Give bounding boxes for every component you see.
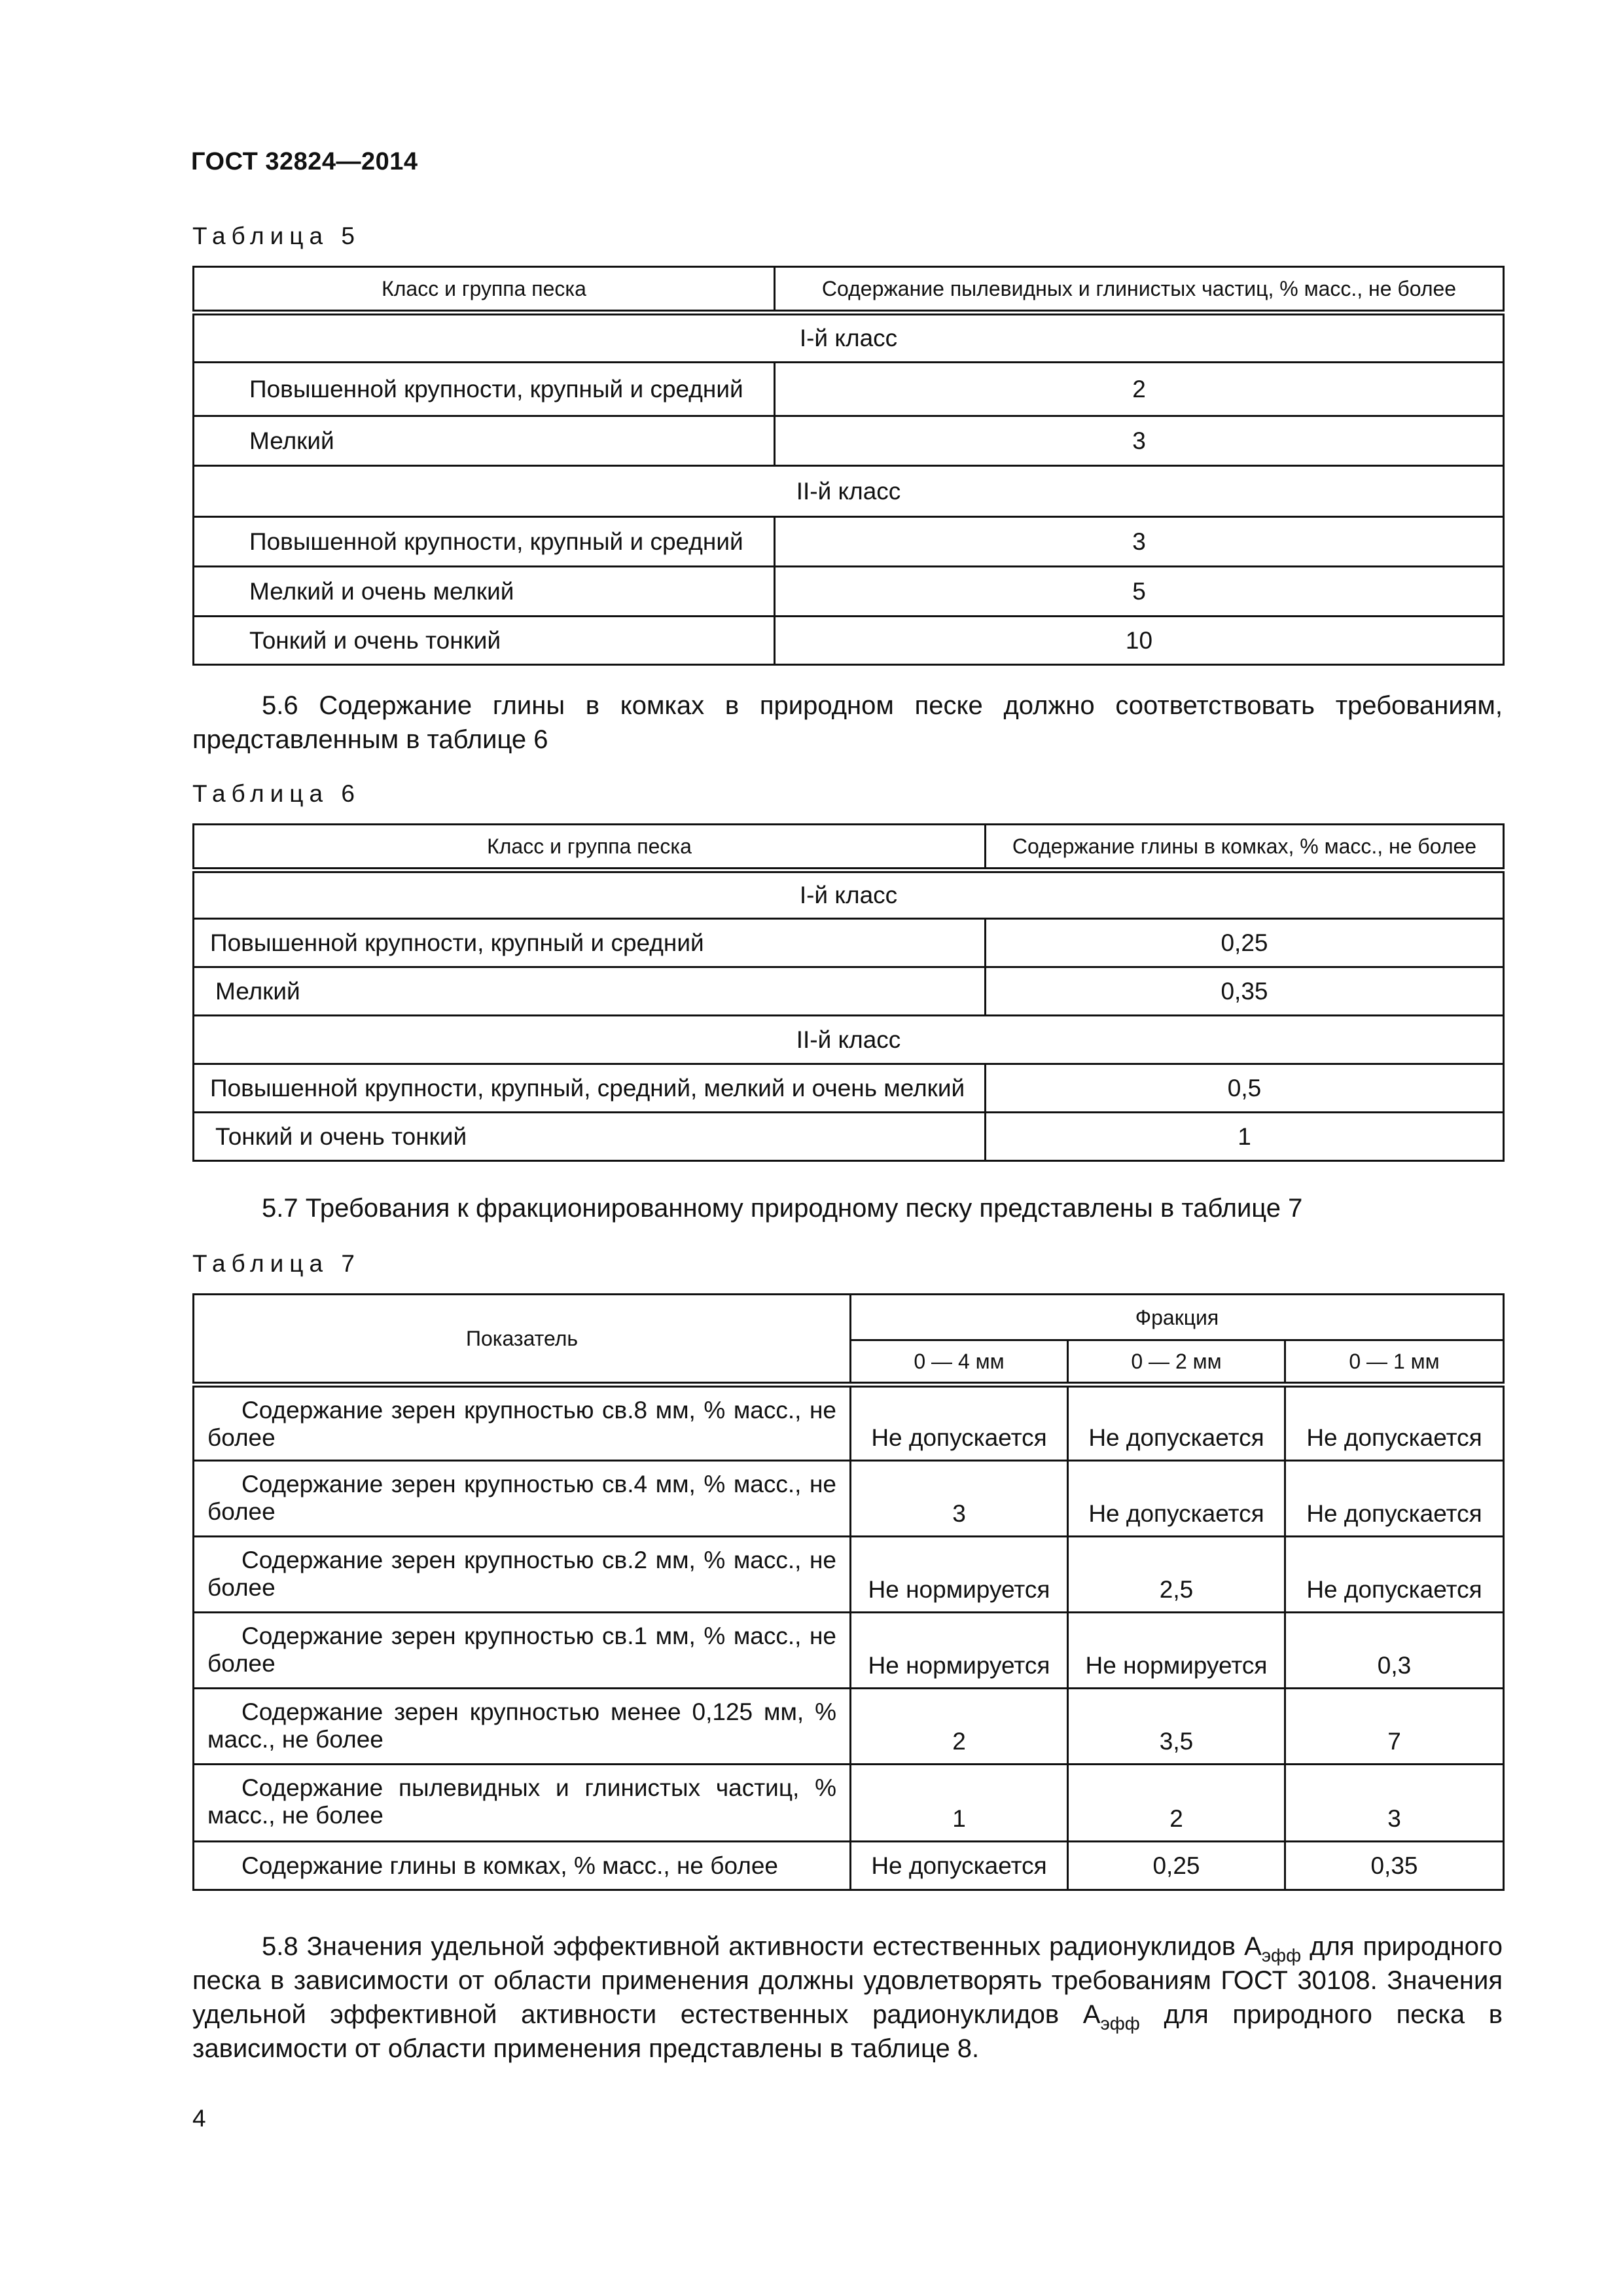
- table-row: [194, 1461, 1504, 1537]
- paragraph-5-7: [192, 1191, 1503, 1225]
- table7-value-cell: Не допускается: [851, 1842, 1068, 1890]
- table6-header-group: Класс и группа песка: [194, 825, 986, 870]
- table7-indicator-cell: Содержание зерен крупностью св.1 мм, % масс., не более: [194, 1613, 851, 1689]
- paragraph-5-8-sub1: эфф: [1261, 1945, 1302, 1965]
- table-row: [194, 1842, 1504, 1890]
- table7-value-cell: 0,3: [1285, 1613, 1504, 1689]
- table-row: [194, 1113, 1504, 1161]
- table7-value-cell: 2: [1068, 1765, 1285, 1842]
- table5-value-cell: 3: [775, 416, 1504, 466]
- table6-group-cell: Повышенной крупности, крупный и средний: [194, 919, 986, 967]
- table7-header-indicator: Показатель: [194, 1295, 851, 1385]
- table6-caption: Таблица 6: [192, 780, 361, 807]
- paragraph-5-7-text: 5.7 Требования к фракционированному природному песку представлены в таблице 7: [262, 1194, 1303, 1223]
- table7-indicator-cell: Содержание зерен крупностью св.4 мм, % масс., не более: [194, 1461, 851, 1537]
- paragraph-5-8-sub2: эфф: [1100, 2013, 1140, 2034]
- table6: [192, 823, 1505, 1162]
- table5-group-cell: Повышенной крупности, крупный и средний: [194, 517, 775, 567]
- table7-value-cell: 3: [851, 1461, 1068, 1537]
- table5-caption: Таблица 5: [192, 223, 361, 249]
- table7-fraction-0-4: 0 — 4 мм: [851, 1340, 1068, 1385]
- paragraph-5-8-part3: для природного песка в зависимости от области применения представлены в таблице 8.: [192, 2000, 1503, 2063]
- page-number: 4: [192, 2105, 206, 2132]
- table-row: [194, 567, 1504, 617]
- table7-value-cell: Не допускается: [1068, 1461, 1285, 1537]
- table-row: [194, 416, 1504, 466]
- table5-group-cell: Мелкий: [194, 416, 775, 466]
- table5: [192, 266, 1505, 666]
- table7-caption: Таблица 7: [192, 1250, 361, 1277]
- table7-value-cell: 3,5: [1068, 1689, 1285, 1765]
- table6-value-cell: 0,35: [986, 967, 1504, 1016]
- table-row: [194, 617, 1504, 665]
- table-row: [194, 1765, 1504, 1842]
- table5-group-cell: Мелкий и очень мелкий: [194, 567, 775, 617]
- table7-value-cell: Не допускается: [1068, 1385, 1285, 1461]
- table5-value-cell: 5: [775, 567, 1504, 617]
- table6-class1: I-й класс: [194, 870, 1504, 919]
- table7-indicator-cell: Содержание пылевидных и глинистых частиц, % масс., не более: [194, 1765, 851, 1842]
- table7: [192, 1293, 1505, 1891]
- table-row: [194, 517, 1504, 567]
- paragraph-5-6: [192, 689, 1503, 757]
- table7-value-cell: Не нормируется: [1068, 1613, 1285, 1689]
- document-header: ГОСТ 32824—2014: [191, 148, 418, 175]
- table-row: [194, 1064, 1504, 1113]
- table5-header-group: Класс и группа песка: [194, 267, 775, 313]
- table7-indicator-cell: Содержание зерен крупностью св.8 мм, % масс., не более: [194, 1385, 851, 1461]
- table-row: [194, 1385, 1504, 1461]
- table7-value-cell: 2: [851, 1689, 1068, 1765]
- table6-class2: II-й класс: [194, 1016, 1504, 1064]
- table5-class1: I-й класс: [194, 313, 1504, 363]
- table5-value-cell: 3: [775, 517, 1504, 567]
- table7-indicator-cell: Содержание зерен крупностью менее 0,125 мм, % масс., не более: [194, 1689, 851, 1765]
- table6-header-content: Содержание глины в комках, % масс., не более: [986, 825, 1504, 870]
- table7-fraction-0-1: 0 — 1 мм: [1285, 1340, 1504, 1385]
- table7-value-cell: 1: [851, 1765, 1068, 1842]
- table7-value-cell: Не допускается: [1285, 1461, 1504, 1537]
- table5-class2: II-й класс: [194, 466, 1504, 517]
- table7-value-cell: Не нормируется: [851, 1613, 1068, 1689]
- paragraph-5-8-part2: для природного песка в зависимости от области применения должны удовлетворять требованиям ГОСТ 30108. Значения удельной эффективной активности естественных радионуклидов А: [192, 1932, 1503, 2029]
- table6-value-cell: 0,5: [986, 1064, 1504, 1113]
- table7-value-cell: Не допускается: [1285, 1385, 1504, 1461]
- table6-value-cell: 1: [986, 1113, 1504, 1161]
- table7-fraction-0-2: 0 — 2 мм: [1068, 1340, 1285, 1385]
- paragraph-5-8-part1: 5.8 Значения удельной эффективной активности естественных радионуклидов А: [262, 1932, 1262, 1961]
- table5-value-cell: 2: [775, 363, 1504, 416]
- table7-value-cell: 7: [1285, 1689, 1504, 1765]
- table-row: [194, 363, 1504, 416]
- table5-header-content: Содержание пылевидных и глинистых частиц, % масс., не более: [775, 267, 1504, 313]
- table7-value-cell: Не допускается: [851, 1385, 1068, 1461]
- table7-value-cell: Не допускается: [1285, 1537, 1504, 1613]
- table7-value-cell: 2,5: [1068, 1537, 1285, 1613]
- table-row: [194, 1537, 1504, 1613]
- table-row: [194, 1613, 1504, 1689]
- table-row: [194, 1689, 1504, 1765]
- table6-group-cell: Повышенной крупности, крупный, средний, мелкий и очень мелкий: [194, 1064, 986, 1113]
- table6-value-cell: 0,25: [986, 919, 1504, 967]
- table7-indicator-cell: Содержание зерен крупностью св.2 мм, % масс., не более: [194, 1537, 851, 1613]
- table5-value-cell: 10: [775, 617, 1504, 665]
- table-row: [194, 919, 1504, 967]
- table7-value-cell: 0,35: [1285, 1842, 1504, 1890]
- paragraph-5-6-text: 5.6 Содержание глины в комках в природном песке должно соответствовать требованиям, представленным в таблице 6: [192, 691, 1503, 754]
- table6-group-cell: Тонкий и очень тонкий: [194, 1113, 986, 1161]
- table-row: [194, 967, 1504, 1016]
- table7-value-cell: 3: [1285, 1765, 1504, 1842]
- table6-group-cell: Мелкий: [194, 967, 986, 1016]
- table5-group-cell: Тонкий и очень тонкий: [194, 617, 775, 665]
- table7-indicator-cell: Содержание глины в комках, % масс., не более: [194, 1842, 851, 1890]
- table7-header-fraction: Фракция: [851, 1295, 1504, 1340]
- table5-group-cell: Повышенной крупности, крупный и средний: [194, 363, 775, 416]
- paragraph-5-8: [192, 1929, 1503, 2066]
- table7-value-cell: Не нормируется: [851, 1537, 1068, 1613]
- table7-value-cell: 0,25: [1068, 1842, 1285, 1890]
